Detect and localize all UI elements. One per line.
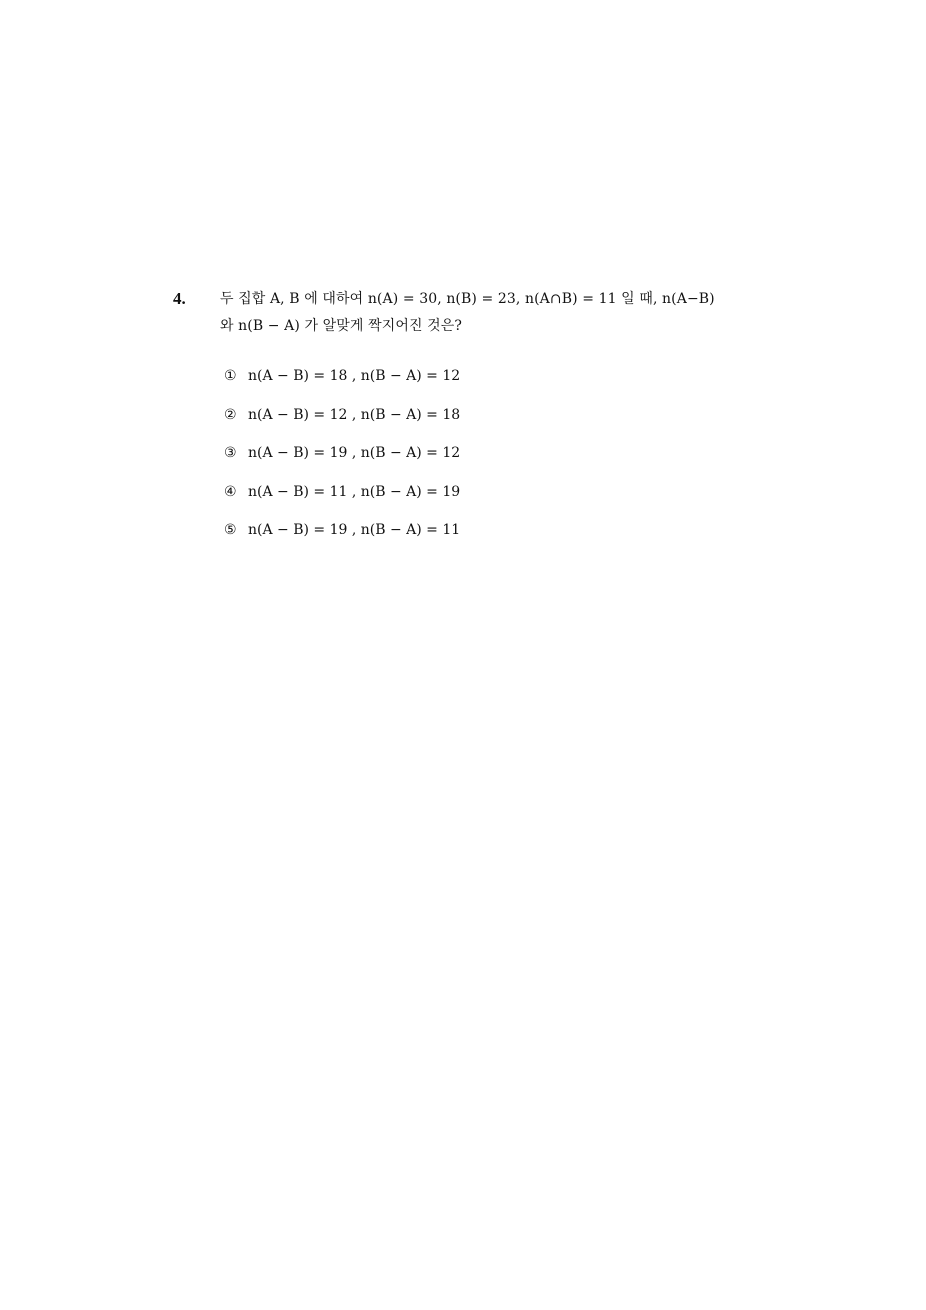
choice-marker: ① — [224, 368, 237, 384]
choice-2[interactable] — [224, 405, 584, 444]
answer-choices — [224, 366, 584, 559]
question-line-1: 두 집합 A, B 에 대하여 n(A) = 30, n(B) = 23, n(A∩B) = 11 일 때, n(A−B) — [220, 291, 715, 307]
choice-marker: ③ — [224, 445, 237, 462]
choice-4[interactable] — [224, 482, 584, 521]
choice-text: n(A − B) = 19 , n(B − A) = 11 — [248, 522, 461, 539]
choice-marker: ⑤ — [224, 522, 237, 539]
choice-marker: ④ — [224, 483, 237, 500]
choice-marker: ② — [224, 406, 237, 423]
question-line-2: 와 n(B − A) 가 알맞게 짝지어진 것은? — [220, 318, 462, 334]
choice-1[interactable] — [224, 366, 584, 405]
question-text — [220, 288, 760, 337]
choice-3[interactable] — [224, 443, 584, 482]
choice-text: n(A − B) = 11 , n(B − A) = 19 — [248, 483, 461, 500]
choice-text: n(A − B) = 18 , n(B − A) = 12 — [248, 368, 461, 384]
question-number: 4. — [173, 289, 186, 308]
choice-text: n(A − B) = 19 , n(B − A) = 12 — [248, 445, 461, 462]
choice-text: n(A − B) = 12 , n(B − A) = 18 — [248, 406, 461, 423]
choice-5[interactable] — [224, 520, 584, 559]
